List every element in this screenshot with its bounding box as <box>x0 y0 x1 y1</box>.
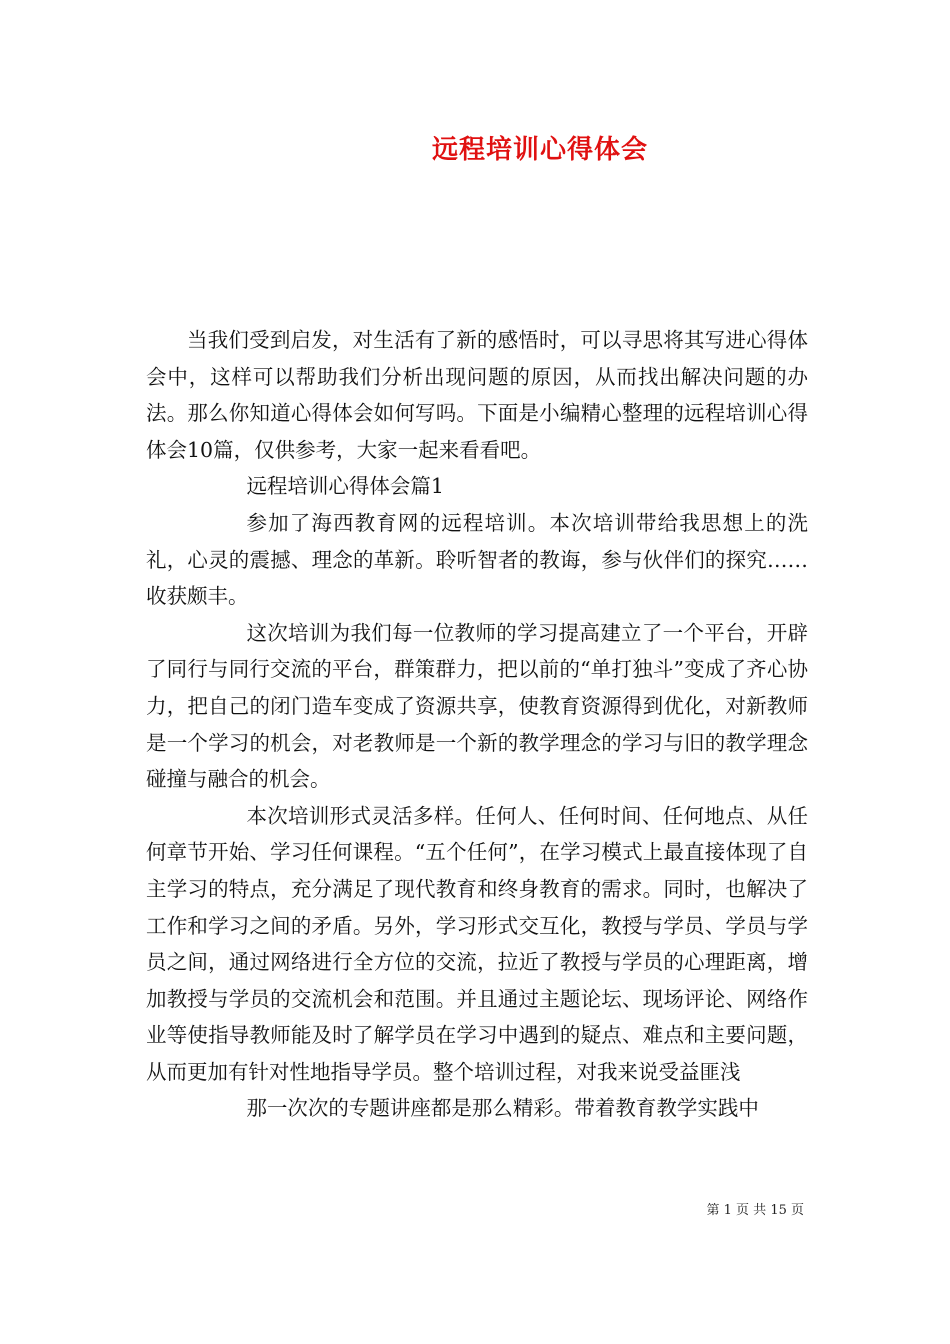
paragraph: 参加了海西教育网的远程培训。本次培训带给我思想上的洗礼，心灵的震撼、理念的革新。聆听智者的教诲，参与伙伴们的探究……收获颇丰。 <box>146 510 808 609</box>
section-heading: 远程培训心得体会篇1 <box>246 474 444 499</box>
page-title: 远程培训心得体会 <box>431 135 648 165</box>
intro-paragraph: 当我们受到启发，对生活有了新的感悟时，可以寻思将其写进心得体会中，这样可以帮助我们分析出现问题的原因，从而找出解决问题的办法。那么你知道心得体会如何写吗。下面是小编精心整理的远程培训心得体会10篇，仅供参考，大家一起来看看吧。 <box>146 328 808 462</box>
paragraph: 那一次次的专题讲座都是那么精彩。带着教育教学实践中 <box>246 1096 759 1121</box>
paragraph: 本次培训形式灵活多样。任何人、任何时间、任何地点、从任何章节开始、学习任何课程。“五个任何”，在学习模式上最直接体现了自主学习的特点，充分满足了现代教育和终身教育的需求。同时，也解决了工作和学习之间的矛盾。另外，学习形式交互化，教授与学员、学员与学员之间，通过网络进行全方位的交流，拉近了教授与学员的心理距离，增加教授与学员的交流机会和范围。并且通过主题论坛、现场评论、网络作业等使指导教师能及时了解学员在学习中遇到的疑点、难点和主要问题，从而更加有针对性地指导学员。整个培训过程，对我来说受益匪浅 <box>146 803 808 1084</box>
paragraph: 这次培训为我们每一位教师的学习提高建立了一个平台，开辟了同行与同行交流的平台，群策群力，把以前的“单打独斗”变成了齐心协力，把自己的闭门造车变成了资源共享，使教育资源得到优化，对新教师是一个学习的机会，对老教师是一个新的教学理念的学习与旧的教学理念碰撞与融合的机会。 <box>146 620 808 792</box>
page-number: 第 1 页 共 15 页 <box>706 1203 804 1218</box>
document-body <box>146 322 808 1127</box>
